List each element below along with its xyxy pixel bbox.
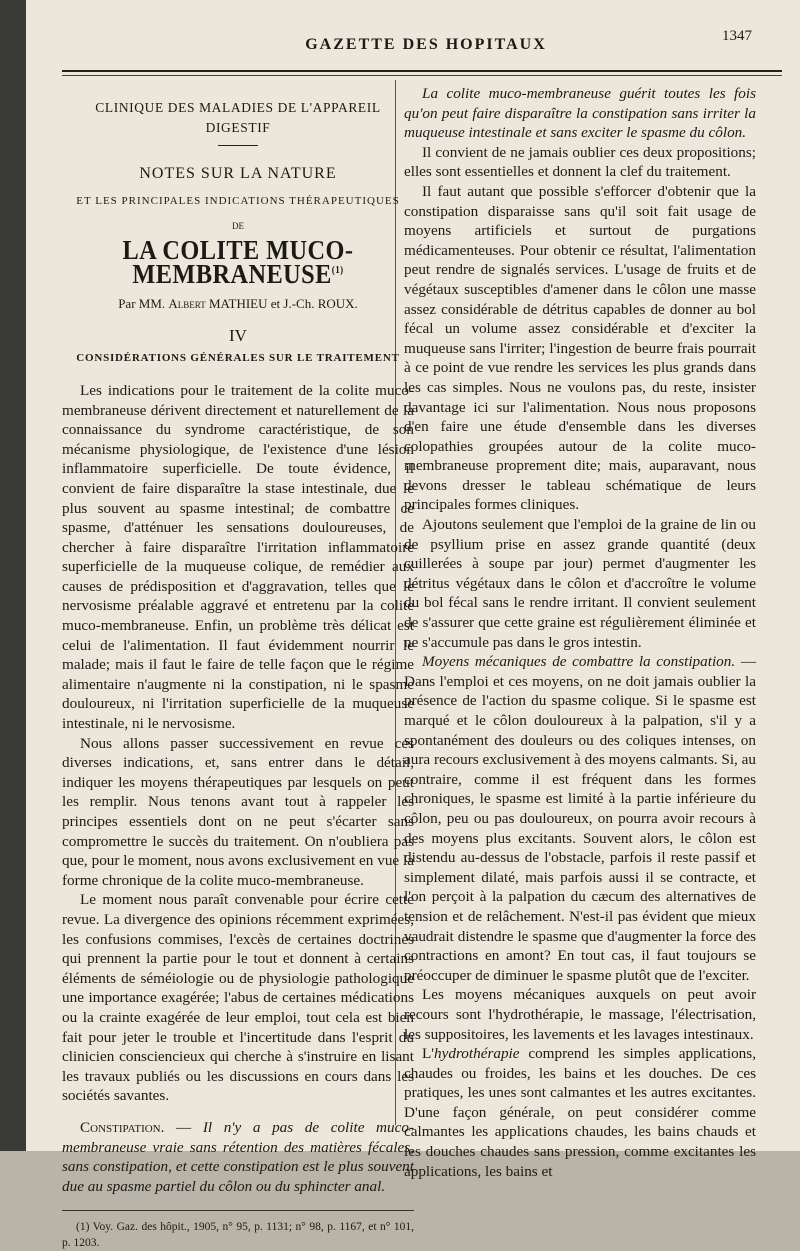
- header-rule: [62, 70, 782, 72]
- short-rule: [218, 145, 258, 146]
- section-number: IV: [229, 325, 247, 345]
- paragraph-text: comprend les simples applications, chaudes ou froides, les bains et les douches. De ces pratiques, les unes sont calmantes et les autres excitantes. D'une façon générale, on peut considérer comme calmantes les applications chaudes, les bains chauds et les douches chaudes sans pression, comme excitantes les applications, les bains et: [404, 1045, 756, 1180]
- paragraph: Il convient de ne jamais oublier ces deux propositions; elles sont essentielles et donnent la clef du traitement.: [404, 143, 756, 181]
- paragraph: Les indications pour le traitement de la colite muco-membraneuse dérivent directement et naturellement de la connaissance du syndrome caractéristique, de son mécanisme physiologique, de l'existence d'une lésion inflammatoire superficielle. De toute évidence, il convient de faire disparaître la stase intestinale, due le plus souvent au spasme intestinal; de combattre ce spasme, d'atténuer les sensations douloureuses, de chercher à faire disparaître l'irritation inflammatoire superficielle de la muqueuse colique, de remédier aux causes de prédisposition et d'aggravation, telles que le nervosisme préalable aggravé et entretenu par la colite muco-membraneuse. Enfin, un problème très délicat est celui de l'alimentation. Il faut évidemment nourrir le malade; mais il faut le faire de telle façon que le régime alimentaire n'augmente ni la constipation, ni le spasme douloureux, ni l'irritation superficielle de la muqueuse intestinale, ni le nervosisme.: [62, 381, 414, 733]
- title-text: LA COLITE MUCO-MEMBRANEUSE: [122, 234, 354, 289]
- section-title: CONSIDÉRATIONS GÉNÉRALES SUR LE TRAITEMENT: [76, 352, 400, 365]
- spacer: [62, 1106, 414, 1118]
- footnote: (1) Voy. Gaz. des hôpit., 1905, n° 95, p. 1131; n° 98, p. 1167, et n° 101, p. 1203.: [62, 1221, 414, 1250]
- paragraph: [62, 1118, 414, 1196]
- article-de: DE: [232, 221, 244, 232]
- italic-text: Il n'y a pas de colite muco-membraneuse vraie sans rétention des matières fécales, sans constipation, et cette constipation est le plus souvent due au spasme partiel du côlon ou du sphincter anal.: [62, 1118, 415, 1195]
- page-number: 1347: [722, 28, 752, 44]
- paragraph: Le moment nous paraît convenable pour écrire cette revue. La divergence des opinions récemment exprimées, les confusions commises, l'excès de certaines doctrines qui prennent la partie pour le tout et donnent à certains éléments de séméiologie ou de physiologie pathologique une importance exagérée; l'abus de certaines médications ou la crainte exagérée de leur emploi, tout cela est bien fait pour jeter le trouble et l'incertitude dans l'esprit du clinicien consciencieux qui cherche à s'instruire en lisant les travaux publiés ou les discussions en cours dans les sociétés savantes.: [62, 891, 414, 1105]
- italic-term: hydrothérapie: [434, 1045, 520, 1063]
- author-1: Albert MATHIEU: [168, 296, 268, 312]
- paragraph: Ajoutons seulement que l'emploi de la graine de lin ou de psyllium prise en assez grande quantité (deux cuillerées à soupe par jour) permet d'augmenter les détritus végétaux dans le côlon et d'accroître le volume du bol fécal sans le rendre irritant. Il convient seulement de s'assurer que cette graine est régulièrement éliminée et ne s'accumule pas dans le gros intestin.: [404, 516, 756, 651]
- journal-header: GAZETTE DES HOPITAUX: [305, 36, 547, 53]
- paragraph: Il faut autant que possible s'efforcer d'obtenir que la constipation disparaisse sans qu'il soit fait usage de moyens artificiels et surtout de purgations médicamenteuses. Pour obtenir ce résultat, l'alimentation peut rendre de signalés services. L'usage de fruits et de végétaux susceptibles d'amener dans le côlon une masse assez considérable de détritus capables de donner au bol fécal un volume assez considérable et d'exciter la muqueuse sans l'irriter; l'ingestion de beurre frais pourrait à ce point de vue rendre les services les plus grands dans les cas simples. Nous ne voulons pas, du reste, insister davantage ici sur l'alimentation. Nous nous proposons d'en faire une étude d'ensemble dans les diverses colopathies groupées autour de la colite muco-membraneuse proprement dite; mais, auparavant, nous devons dresser le tableau schématique de leurs principales formes cliniques.: [404, 182, 756, 514]
- article-subtitle: ET LES PRINCIPALES INDICATIONS THÉRAPEUTIQUES: [76, 194, 400, 207]
- right-column: [404, 84, 756, 1181]
- authors-prefix: Par MM.: [118, 296, 166, 312]
- author-2: J.-Ch. ROUX.: [283, 296, 358, 312]
- italic-subheading: Moyens mécaniques de combattre la constipation.: [422, 653, 736, 671]
- paragraph: [404, 84, 756, 143]
- left-column: [62, 84, 414, 1251]
- paragraph: [404, 652, 756, 985]
- paragraph: [404, 1044, 756, 1181]
- subheading-label: Constipation. —: [80, 1118, 192, 1136]
- section-heading: CLINIQUE DES MALADIES DE L'APPAREIL DIGESTIF: [95, 100, 381, 135]
- page: [26, 0, 800, 1250]
- title-footnote-ref: (1): [331, 264, 344, 276]
- paragraph: Les moyens mécaniques auxquels on peut avoir recours sont l'hydrothérapie, le massage, l'électrisation, les suppositoires, les lavements et les lavages intestinaux.: [404, 986, 756, 1043]
- paragraph-prefix: L': [422, 1045, 435, 1063]
- authors-conj: et: [270, 296, 281, 312]
- paragraph-text: — Dans l'emploi et ces moyens, on ne doit jamais oublier la présence de l'action du spasme colique. Si le spasme est marqué et le côlon douloureux à la palpation, s'il y a spontanément des douleurs ou des coliques intenses, on aura recours exclusivement à des moyens calmants. Si, au contraire, comme il est fréquent dans les formes chroniques, le spasme est limité à la partie inférieure du côlon, peu ou pas douloureux, on pourra avoir recours à des moyens plus excitants. Souvent alors, le côlon est distendu au-dessus de l'obstacle, parfois il reste passif et simplement dilaté, mais parfois aussi il se contracte, et l'on perçoit à la palpation du cæcum des alternatives de tension et de relâchement. N'est-il pas évident que mieux vaudrait distendre le spasme que d'augmenter la force des contractions en amont? En tout cas, il faut toujours se préoccuper de diminuer le spasme plutôt que de l'exciter.: [404, 653, 756, 984]
- italic-text: La colite muco-membraneuse guérit toutes les fois qu'on peut faire disparaître la constipation sans irriter la muqueuse intestinale et sans exciter le spasme du côlon.: [404, 85, 756, 142]
- article-authors: [62, 294, 414, 314]
- scan-edge: [0, 0, 26, 1151]
- header-rule-thin: [62, 75, 782, 76]
- article-title: [80, 234, 397, 289]
- article-pretitle: NOTES SUR LA NATURE: [139, 165, 337, 183]
- paragraph: Nous allons passer successivement en revue ces diverses indications, et, sans entrer dans le détail, indiquer les moyens thérapeutiques par lesquels on peut les remplir. Nous tenons avant tout à rappeler les principes essentiels dont on ne peut s'écarter sans compromettre le succès du traitement. On n'oubliera pas que, pour le moment, nous avons exclusivement en vue la forme chronique de la colite muco-membraneuse.: [62, 734, 414, 889]
- footnote-rule: [62, 1210, 414, 1211]
